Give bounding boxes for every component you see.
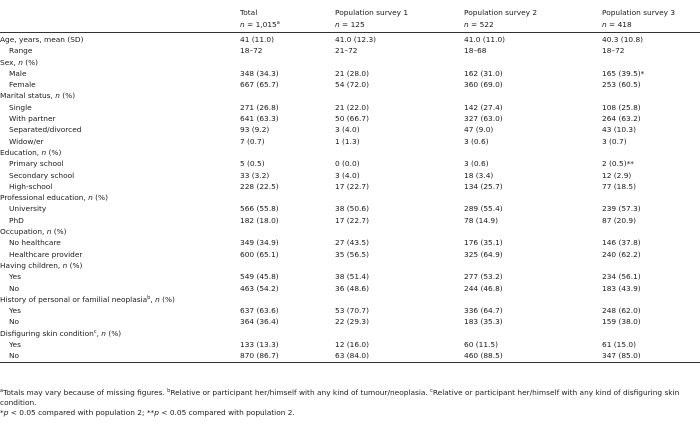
- table-header: [0, 8, 700, 33]
- row-label: Male: [9, 68, 27, 78]
- row-value: [602, 328, 700, 339]
- row-value: [335, 328, 464, 339]
- table-section-row: [0, 260, 700, 271]
- table-row: [0, 271, 700, 282]
- row-value: [240, 57, 335, 68]
- row-value: 38 (50.6): [335, 204, 369, 214]
- row-value: 18–68: [464, 46, 487, 56]
- row-value: 228 (22.5): [240, 181, 279, 191]
- header-total: Total: [240, 8, 258, 17]
- row-label-unit: (%): [67, 260, 83, 270]
- row-value: 165 (39.5)*: [602, 68, 645, 78]
- table-row: [0, 79, 700, 90]
- row-value: 41 (11.0): [240, 35, 274, 44]
- footnote-a-mark: a: [0, 388, 4, 394]
- header-n-value: 522: [479, 20, 494, 29]
- row-label: No healthcare: [9, 238, 61, 248]
- header-n-total: [240, 20, 335, 33]
- row-label-text: Occupation,: [0, 227, 47, 237]
- header-n-survey-3: [602, 20, 700, 33]
- row-value: 327 (63.0): [464, 114, 503, 124]
- row-value: 600 (65.1): [240, 249, 279, 259]
- row-value: [240, 260, 335, 271]
- row-value: 244 (46.8): [464, 283, 503, 293]
- row-value: 248 (62.0): [602, 306, 641, 316]
- table-section-row: [0, 226, 700, 237]
- row-value: 146 (37.8): [602, 238, 641, 248]
- row-value: 38 (51.4): [335, 272, 369, 282]
- row-label: No: [9, 317, 20, 327]
- row-value: [240, 328, 335, 339]
- table-footnotes: [0, 388, 700, 418]
- row-value: [464, 328, 602, 339]
- row-value: 3 (0.6): [464, 159, 489, 169]
- row-value: 162 (31.0): [464, 68, 503, 78]
- table-row: [0, 113, 700, 124]
- row-value: 637 (63.6): [240, 306, 279, 316]
- row-value: 364 (36.4): [240, 317, 279, 327]
- row-label: [0, 260, 240, 271]
- row-label: No: [9, 283, 20, 293]
- row-value: 3 (4.0): [335, 125, 360, 135]
- row-label-n: n: [88, 193, 93, 203]
- table-row: [0, 68, 700, 79]
- row-value: [335, 147, 464, 158]
- row-label-unit: (%): [105, 328, 122, 338]
- row-value: [602, 147, 700, 158]
- footnote-c-mark: c: [430, 388, 433, 394]
- row-value: [464, 192, 602, 203]
- row-value: 325 (64.9): [464, 249, 503, 259]
- row-label: Separated/divorced: [9, 125, 82, 135]
- row-value: 271 (26.8): [240, 102, 279, 112]
- table-row: [0, 316, 700, 327]
- row-label-unit: (%): [51, 227, 67, 237]
- row-value: 18 (3.4): [464, 170, 494, 180]
- table-section-row: [0, 147, 700, 158]
- row-value: 77 (18.5): [602, 181, 636, 191]
- row-value: 18–72: [602, 46, 625, 56]
- row-label: [0, 147, 240, 158]
- table-row: [0, 339, 700, 350]
- table-row: [0, 181, 700, 192]
- row-label: Secondary school: [9, 170, 75, 180]
- row-value: 133 (13.3): [240, 340, 279, 350]
- row-value: [602, 226, 700, 237]
- row-value: 78 (14.9): [464, 215, 498, 225]
- row-value: [240, 192, 335, 203]
- table-body: [0, 33, 700, 363]
- row-value: 61 (15.0): [602, 340, 636, 350]
- table-row: [0, 203, 700, 214]
- row-label: [0, 294, 240, 305]
- header-n-value: 418: [617, 20, 632, 29]
- row-label-text: Marital status,: [0, 91, 56, 101]
- row-value: 22 (29.3): [335, 317, 369, 327]
- row-label-unit: (%): [59, 91, 76, 101]
- header-n-survey-1: [335, 20, 464, 33]
- header-title-row: [0, 8, 700, 20]
- row-value: 566 (55.8): [240, 204, 279, 214]
- table-row: [0, 237, 700, 248]
- footnote-p2-text: < 0.05 compared with population 2.: [158, 408, 295, 417]
- row-value: 93 (9.2): [240, 125, 270, 135]
- row-value: 134 (25.7): [464, 181, 503, 191]
- table-row: [0, 283, 700, 294]
- row-value: 142 (27.4): [464, 102, 503, 112]
- row-value: 54 (72.0): [335, 80, 369, 90]
- row-value: 183 (43.9): [602, 283, 641, 293]
- row-value: [335, 294, 464, 305]
- row-label-unit: (%): [46, 147, 62, 157]
- row-value: 41.0 (11.0): [464, 35, 506, 44]
- row-value: 336 (64.7): [464, 306, 503, 316]
- row-label: Range: [9, 46, 33, 56]
- header-survey-1: Population survey 1: [335, 8, 409, 17]
- row-value: [240, 226, 335, 237]
- row-label-n: n: [101, 328, 106, 338]
- footnote-b-mark: b: [167, 388, 171, 394]
- row-label-separator: ,: [150, 294, 156, 304]
- row-value: 277 (53.2): [464, 272, 503, 282]
- table-section-row: [0, 192, 700, 203]
- row-value: 0 (0.0): [335, 159, 360, 169]
- header-blank-cell: [0, 8, 240, 20]
- row-value: [602, 294, 700, 305]
- row-label: Age, years, mean (SD): [0, 35, 84, 44]
- row-label: PhD: [9, 215, 24, 225]
- table-section-row: [0, 328, 700, 339]
- row-value: 183 (35.3): [464, 317, 503, 327]
- header-n-value: 125: [350, 20, 365, 29]
- row-value: 63 (84.0): [335, 350, 464, 362]
- header-n-survey-2: [464, 20, 602, 33]
- row-value: 549 (45.8): [240, 272, 279, 282]
- row-value: 21 (28.0): [335, 68, 369, 78]
- row-label-n: n: [18, 57, 23, 67]
- row-label: Female: [9, 80, 36, 90]
- row-value: 12 (16.0): [335, 340, 369, 350]
- row-value: [602, 57, 700, 68]
- row-label: Yes: [9, 272, 21, 282]
- table-row: [0, 45, 700, 56]
- row-value: [335, 57, 464, 68]
- row-value: 108 (25.8): [602, 102, 641, 112]
- row-label: [0, 226, 240, 237]
- row-value: [464, 260, 602, 271]
- row-value: 12 (2.9): [602, 170, 632, 180]
- row-label: [0, 328, 240, 339]
- row-value: [335, 260, 464, 271]
- footnote-p2-p: p: [154, 408, 159, 417]
- row-label-n: n: [41, 147, 47, 157]
- row-value: 348 (34.3): [240, 68, 279, 78]
- row-value: [602, 192, 700, 203]
- row-value: [464, 90, 602, 101]
- row-value: 3 (4.0): [335, 170, 360, 180]
- row-value: 234 (56.1): [602, 272, 641, 282]
- row-label: University: [9, 204, 47, 214]
- row-value: 253 (60.5): [602, 80, 641, 90]
- row-value: 21–72: [335, 46, 358, 56]
- row-value: [240, 147, 335, 158]
- row-value: [240, 90, 335, 101]
- row-value: 240 (62.2): [602, 249, 641, 259]
- row-value: 3 (0.7): [602, 136, 627, 146]
- row-value: [464, 57, 602, 68]
- footnote-line-2: [0, 408, 700, 418]
- row-label-text: History of personal or familial neoplasia: [0, 294, 148, 304]
- row-value: [335, 90, 464, 101]
- row-value: 21 (22.0): [335, 102, 369, 112]
- table-row: [0, 102, 700, 113]
- row-value: 47 (9.0): [464, 125, 494, 135]
- footnote-b-text: Relative or participant her/himself with any kind of tumour/neoplasia.: [170, 388, 431, 397]
- row-value: 460 (88.5): [464, 350, 602, 362]
- row-value: [464, 294, 602, 305]
- row-value: 289 (55.4): [464, 204, 503, 214]
- row-value: [240, 294, 335, 305]
- row-value: 870 (86.7): [240, 350, 335, 362]
- row-value: [335, 226, 464, 237]
- row-label: [0, 192, 240, 203]
- row-value: 87 (20.9): [602, 215, 636, 225]
- row-value: 641 (63.3): [240, 114, 279, 124]
- row-value: 3 (0.6): [464, 136, 489, 146]
- header-n-row: [0, 20, 700, 33]
- row-value: 264 (63.2): [602, 114, 641, 124]
- row-label: With partner: [9, 114, 56, 124]
- header-survey-3: Population survey 3: [602, 8, 676, 17]
- row-value: 27 (43.5): [335, 238, 369, 248]
- row-value: [335, 192, 464, 203]
- table-row: [0, 170, 700, 181]
- footnote-a-text: Totals may vary because of missing figures.: [3, 388, 168, 397]
- header-n-symbol: n =: [335, 20, 351, 29]
- row-value: 53 (70.7): [335, 306, 369, 316]
- header-n-footnote-mark: a: [276, 20, 280, 26]
- footnote-p1-p: p: [3, 408, 9, 417]
- row-label: No: [0, 350, 240, 362]
- row-label: Healthcare provider: [9, 249, 83, 259]
- row-value: [602, 260, 700, 271]
- row-value: 347 (85.0): [602, 350, 700, 362]
- row-label-text: Education,: [0, 147, 42, 157]
- row-label: High-school: [9, 181, 53, 191]
- footnote-p2-star: **: [146, 408, 155, 417]
- row-label-footnote-mark: b: [147, 294, 151, 301]
- row-label-unit: (%): [92, 193, 108, 203]
- footnote-p1-text: < 0.05 compared with population 2;: [8, 408, 147, 417]
- footnote-p1-star: *: [0, 408, 4, 417]
- row-value: [464, 226, 602, 237]
- row-label: Widow/er: [9, 136, 44, 146]
- row-label: Single: [9, 102, 32, 112]
- row-label-text: Professional education,: [0, 193, 89, 203]
- row-label-separator: ,: [96, 328, 102, 338]
- header-n-symbol: n =: [240, 20, 256, 29]
- table-row: [0, 158, 700, 169]
- table-row: [0, 249, 700, 260]
- row-value: 17 (22.7): [335, 215, 369, 225]
- row-value: 36 (48.6): [335, 283, 369, 293]
- row-value: 43 (10.3): [602, 125, 636, 135]
- row-label-n: n: [62, 260, 68, 270]
- table-row: [0, 350, 700, 362]
- table-section-row: [0, 294, 700, 305]
- row-label: [0, 57, 240, 68]
- header-n-symbol: n =: [602, 20, 618, 29]
- row-label-text: Disfiguring skin condition: [0, 328, 94, 338]
- row-value: 1 (1.3): [335, 136, 360, 146]
- row-value: [602, 90, 700, 101]
- row-label-n: n: [46, 227, 52, 237]
- row-value: 17 (22.7): [335, 181, 369, 191]
- row-value: 360 (69.0): [464, 80, 503, 90]
- row-label: Yes: [9, 306, 21, 316]
- row-label-unit: (%): [22, 57, 39, 67]
- row-value: 239 (57.3): [602, 204, 641, 214]
- row-value: 667 (65.7): [240, 80, 279, 90]
- row-value: 2 (0.5)**: [602, 159, 634, 169]
- footnote-line-1: [0, 388, 700, 408]
- row-value: 182 (18.0): [240, 215, 279, 225]
- row-value: [464, 147, 602, 158]
- row-value: 159 (38.0): [602, 317, 641, 327]
- row-value: 349 (34.9): [240, 238, 279, 248]
- table-row: [0, 136, 700, 147]
- row-value: 41.0 (12.3): [335, 35, 377, 44]
- row-label: [0, 90, 240, 101]
- row-label-text: Sex,: [0, 57, 19, 67]
- row-label-footnote-mark: c: [93, 328, 97, 335]
- demographics-table: [0, 8, 700, 363]
- row-value: 18–72: [240, 46, 263, 56]
- header-blank-cell: [0, 20, 240, 33]
- table-row: [0, 215, 700, 226]
- row-value: 7 (0.7): [240, 136, 265, 146]
- header-survey-2: Population survey 2: [464, 8, 538, 17]
- row-value: 40.3 (10.8): [602, 35, 644, 44]
- row-label: Yes: [9, 340, 21, 350]
- row-label-n: n: [155, 294, 160, 304]
- table-section-row: [0, 33, 700, 46]
- row-value: 50 (66.7): [335, 114, 369, 124]
- row-value: 33 (3.2): [240, 170, 270, 180]
- row-label-text: Having children,: [0, 260, 63, 270]
- row-value: 35 (56.5): [335, 249, 369, 259]
- row-value: 176 (35.1): [464, 238, 503, 248]
- table-row: [0, 124, 700, 135]
- table-section-row: [0, 57, 700, 68]
- table-row: [0, 305, 700, 316]
- row-label-unit: (%): [159, 294, 175, 304]
- header-n-value: 1,015: [255, 20, 277, 29]
- row-label-n: n: [55, 91, 60, 101]
- row-label: Primary school: [9, 159, 64, 169]
- row-value: 463 (54.2): [240, 283, 279, 293]
- row-value: 5 (0.5): [240, 159, 265, 169]
- row-value: 60 (11.5): [464, 340, 498, 350]
- footnote-c-text: Relative or participant her/himself with any kind of disfiguring skin condition.: [0, 388, 680, 407]
- header-n-symbol: n =: [464, 20, 480, 29]
- table-section-row: [0, 90, 700, 101]
